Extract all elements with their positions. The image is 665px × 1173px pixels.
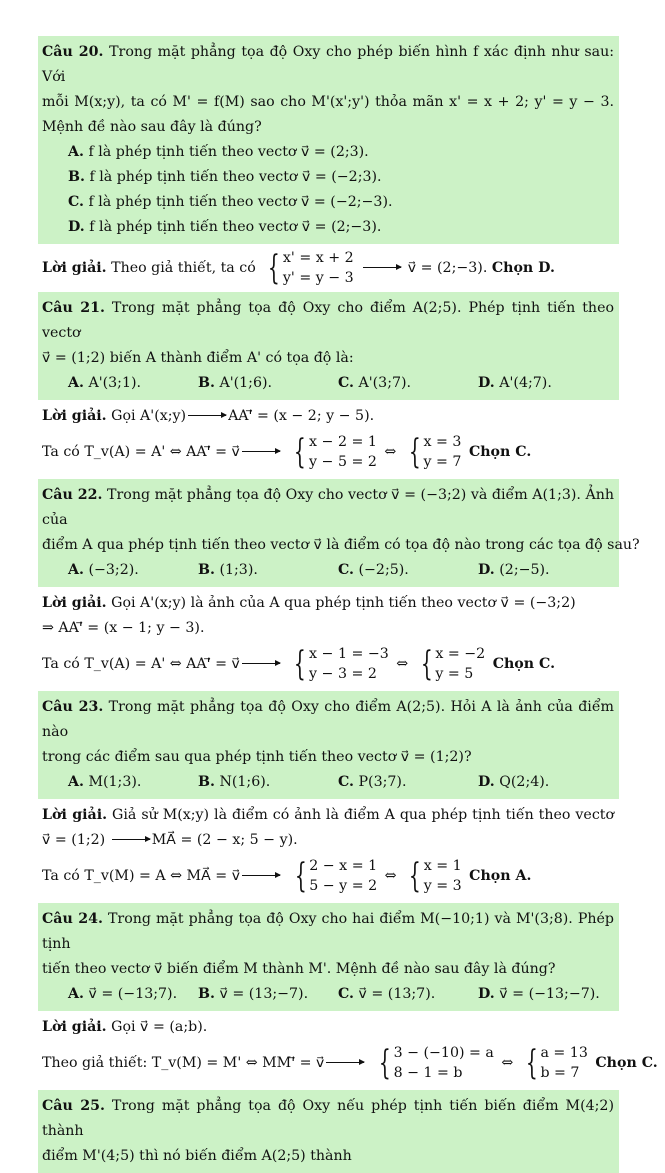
equation-system: { x' = x + 2 y' = y − 3 bbox=[268, 248, 354, 288]
question-22: Câu 22. Trong mặt phẳng tọa độ Oxy cho vectơ v⃗ = (−3;2) và điểm A(1;3). Ảnh của điểm A qua phép tịnh tiến theo vectơ v⃗ là điểm có tọa độ nào trong các tọa độ sau? A. (−3;2). B. (1;3). C. (−2;5). D. (2;−5). bbox=[38, 479, 619, 587]
answer-choice: Chọn C. bbox=[492, 656, 556, 672]
solution-24: Lời giải. Gọi v⃗ = (a;b). Theo giả thiết: T_v(M) = M' ⇔ MM'⃗ = v⃗ { 3 − (−10) = a 8 − 1 = b ⇔ { a = 13 b = 7 Chọn C. bbox=[42, 1019, 658, 1083]
solution-label: Lời giải. bbox=[42, 260, 107, 276]
option-b: B. (1;3). bbox=[198, 562, 258, 578]
option-c: C. A'(3;7). bbox=[338, 375, 412, 391]
document-page bbox=[38, 36, 658, 1173]
options-row bbox=[42, 982, 614, 1007]
option-d: D. A'(4;7). bbox=[478, 375, 552, 391]
question-20 bbox=[38, 36, 619, 244]
option-d: D. v⃗ = (−13;−7). bbox=[478, 986, 600, 1002]
option-d: D. (2;−5). bbox=[478, 562, 550, 578]
question-25: Câu 25. Trong mặt phẳng tọa độ Oxy nếu phép tịnh tiến biến điểm M(4;2) thành điểm M'(4;5) thì nó biến điểm A(2;5) thành bbox=[38, 1090, 619, 1173]
solution-20: Lời giải. Theo giả thiết, ta có { x' = x + 2 y' = y − 3 v⃗ = (2;−3). Chọn D. bbox=[42, 248, 555, 288]
question-23: Câu 23. Trong mặt phẳng tọa độ Oxy cho điểm A(2;5). Hỏi A là ảnh của điểm nào trong các điểm sau qua phép tịnh tiến theo vectơ v⃗ = (1;2)? A. M(1;3). B. N(1;6). C. P(3;7). D. Q(2;4). bbox=[38, 691, 619, 799]
option-b: B. v⃗ = (13;−7). bbox=[198, 986, 309, 1002]
option-c: C. P(3;7). bbox=[338, 774, 407, 790]
option-b: B. N(1;6). bbox=[198, 774, 271, 790]
answer-choice: Chọn C. bbox=[468, 444, 532, 460]
implies-arrow bbox=[363, 267, 401, 268]
option-a: A. f là phép tịnh tiến theo vectơ v⃗ = (2;3). bbox=[68, 144, 369, 160]
question-20-line-1: Trong mặt phẳng tọa độ Oxy cho phép biến hình f xác định như sau: Với bbox=[42, 44, 614, 85]
option-c: C. v⃗ = (13;7). bbox=[338, 986, 436, 1002]
question-20-line-3: Mệnh đề nào sau đây là đúng? bbox=[42, 119, 262, 135]
solution-21: Lời giải. Gọi A'(x;y) AA'⃗ = (x − 2; y − 5). Ta có T_v(A) = A' ⇔ AA'⃗ = v⃗ { x − 2 = 1 y − 5 = 2 ⇔ { x = 3 y = 7 Chọn C. bbox=[42, 408, 532, 472]
question-21-title: Câu 21. bbox=[42, 300, 105, 316]
question-20-title: Câu 20. bbox=[42, 44, 104, 60]
option-c: C. f là phép tịnh tiến theo vectơ v⃗ = (−2;−3). bbox=[68, 194, 393, 210]
question-21: Câu 21. Trong mặt phẳng tọa độ Oxy cho điểm A(2;5). Phép tịnh tiến theo vectơ v⃗ = (1;2) biến A thành điểm A' có tọa độ là: A. A'(3;1). B. A'(1;6). C. A'(3;7). D. A'(4;7). bbox=[38, 292, 619, 400]
option-b: B. A'(1;6). bbox=[198, 375, 273, 391]
question-20-line-2: mỗi M(x;y), ta có M' = f(M) sao cho M'(x';y') thỏa mãn x' = x + 2; y' = y − 3. bbox=[42, 94, 614, 110]
options-row bbox=[42, 371, 614, 396]
question-24: Câu 24. Trong mặt phẳng tọa độ Oxy cho hai điểm M(−10;1) và M'(3;8). Phép tịnh tiến theo vectơ v⃗ biến điểm M thành M'. Mệnh đề nào sau đây là đúng? A. v⃗ = (−13;7). B. v⃗ = (13;−7). C. v⃗ = (13;7). D. v⃗ = (−13;−7). bbox=[38, 903, 619, 1011]
answer-choice: Chọn D. bbox=[491, 260, 555, 276]
answer-choice: Chọn C. bbox=[595, 1055, 658, 1071]
option-a: A. A'(3;1). bbox=[68, 375, 142, 391]
option-b: B. f là phép tịnh tiến theo vectơ v⃗ = (−2;3). bbox=[68, 169, 382, 185]
option-c: C. (−2;5). bbox=[338, 562, 409, 578]
options-row bbox=[42, 558, 614, 583]
option-a: A. (−3;2). bbox=[68, 562, 139, 578]
solution-22: Lời giải. Gọi A'(x;y) là ảnh của A qua phép tịnh tiến theo vectơ v⃗ = (−3;2) ⇒ AA'⃗ = (x − 1; y − 3). Ta có T_v(A) = A' ⇔ AA'⃗ = v⃗ { x − 1 = −3 y − 3 = 2 ⇔ { x = −2 y = 5 Chọn C. bbox=[42, 595, 576, 684]
option-a: A. v⃗ = (−13;7). bbox=[68, 986, 178, 1002]
option-d: D. f là phép tịnh tiến theo vectơ v⃗ = (2;−3). bbox=[68, 219, 382, 235]
answer-choice: Chọn A. bbox=[469, 868, 532, 884]
option-a: A. M(1;3). bbox=[68, 774, 142, 790]
solution-23: Lời giải. Giả sử M(x;y) là điểm có ảnh là điểm A qua phép tịnh tiến theo vectơ v⃗ = (1;2) MA⃗ = (2 − x; 5 − y). Ta có T_v(M) = A ⇔ MA⃗ = v⃗ { 2 − x = 1 5 − y = 2 ⇔ { x = 1 y = 3 Chọn A. bbox=[42, 807, 615, 896]
options-row bbox=[42, 770, 614, 795]
option-d: D. Q(2;4). bbox=[478, 774, 550, 790]
